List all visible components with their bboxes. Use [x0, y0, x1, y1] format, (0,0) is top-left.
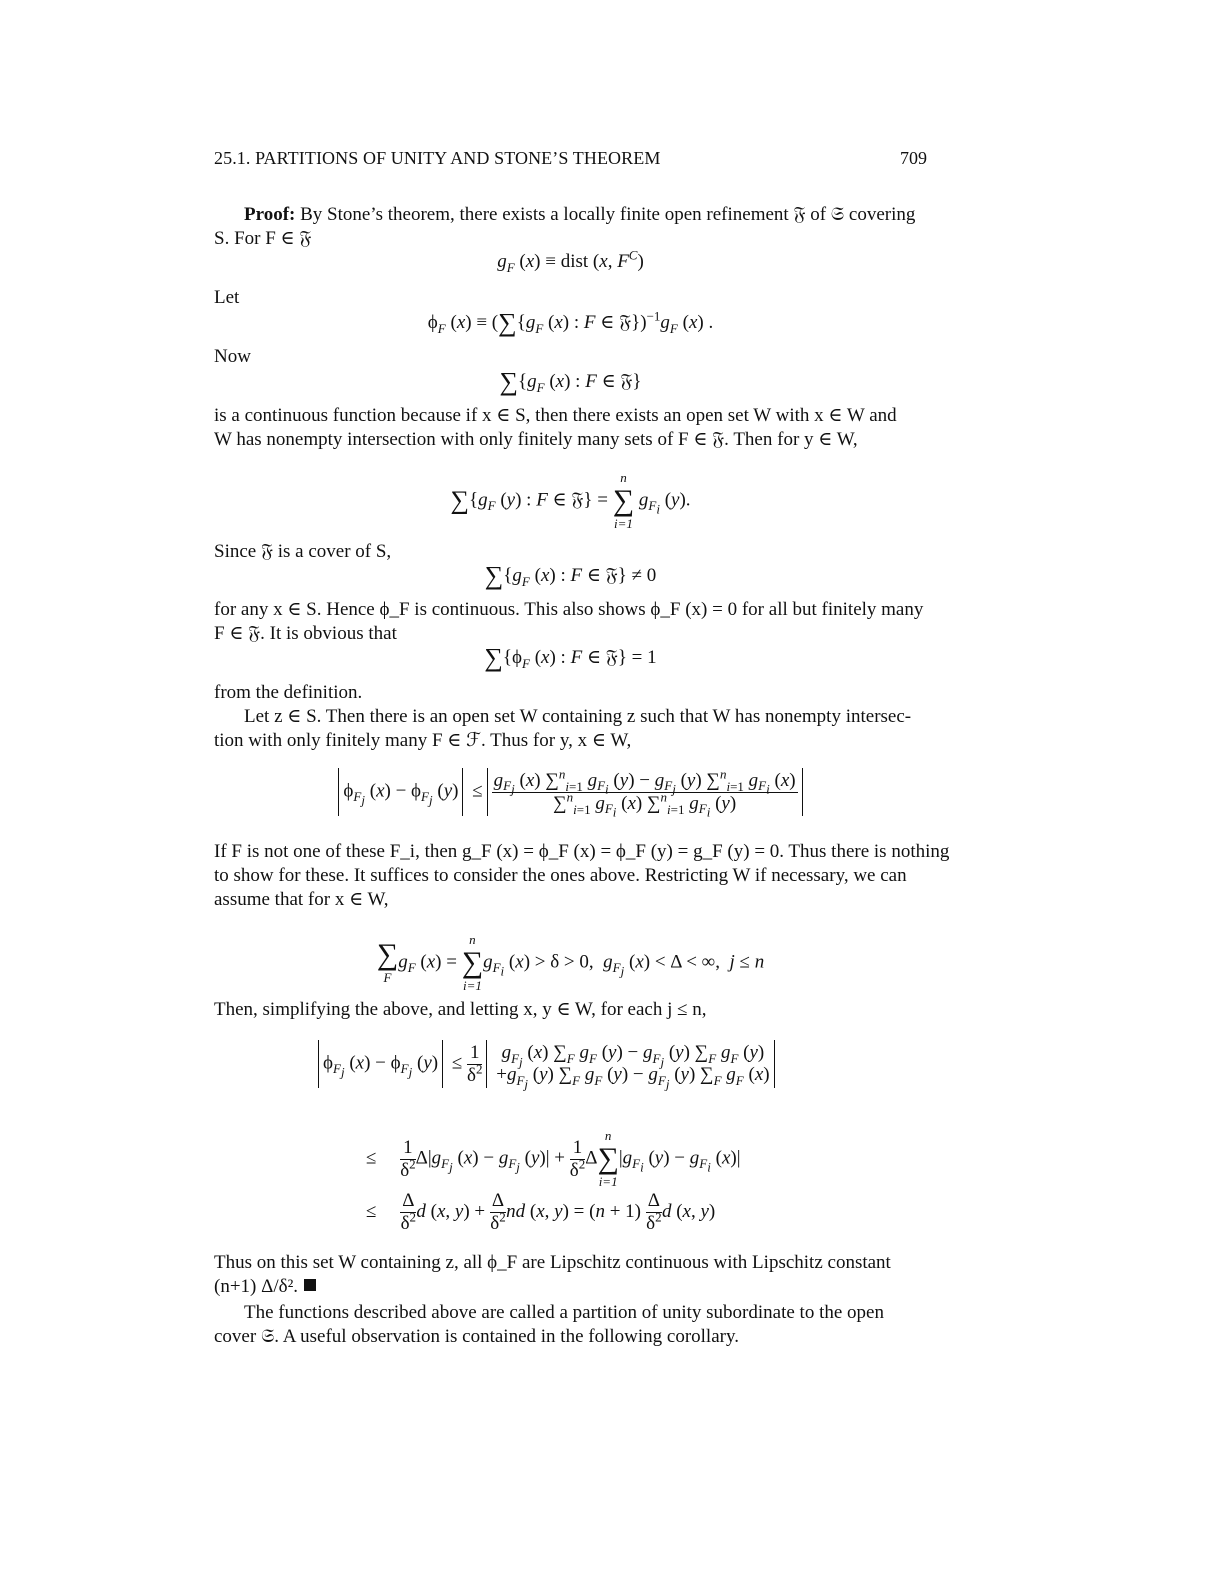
paragraph-hence-1: for any x ∈ S. Hence ϕ_F is continuous. This also shows ϕ_F (x) = 0 for all but finitely many	[214, 599, 924, 620]
equation-sum-g: $\sum\{g_F$ (x) : F ∈ 𝔉}	[499, 367, 642, 396]
proof-label: Proof:	[244, 204, 296, 225]
equation-bounds: ∑ F $g_F$ (x) = n ∑ i=1 $g_{F_i}$ (x) > δ > 0, $g_{F_j}$ (x) < Δ < ∞, j ≤ n	[376, 932, 765, 993]
proof-line-1	[214, 203, 927, 227]
equation-finite-sum: $\sum\{g_F$ (y) : F ∈ 𝔉} = n ∑ i=1 $g_{F_i}$ (y).	[450, 470, 691, 531]
paragraph-simplifying: Then, simplifying the above, and letting x, y ∈ W, for each j ≤ n,	[214, 999, 707, 1020]
document-page	[214, 0, 950, 1584]
paragraph-partition-1: The functions described above are called a partition of unity subordinate to the open	[244, 1302, 884, 1323]
equation-phi-difference: $\phi_{F_j}$ $(x) - \phi_{F_j}$ (y) ≤ $\frac{g_{F_j} (x) \sum^n_{i=1} g_{F_i} (y) - g_{F_j} (y) \sum^n_{i=1} g_{F_i} (x)}{\sum^n_{i=1} g_{F_i} (x) \sum^n_{i=1} g_{F_i} (y)}$	[214, 768, 927, 816]
proof-text-1: By Stone’s theorem, there exists a locally finite open refinement 𝔉 of 𝔖 covering	[295, 204, 916, 225]
paragraph-partition-2: cover 𝔖. A useful observation is contained in the following corollary.	[214, 1326, 739, 1347]
equation-inequality-2: ≤ $\frac{1}{\delta^2}$ $\Delta|g_{F_j}$ $(x) - g_{F_j}$ (y)| + $\frac{1}{\delta^2}$ Δ n ∑ i=1 $|g_{F_i}$ $(y) - g_{F_i}$ (x)|	[366, 1128, 741, 1189]
from-definition-line: from the definition.	[214, 682, 363, 703]
page-number: 709	[900, 148, 927, 168]
equation-simplified: $\phi_{F_j}$ $(x) - \phi_{F_j}$ (y) ≤ $\frac{1}{\delta^2}$ $g_{F_j}$ (x) $\sum_F$ $g_F$ $(y) - g_{F_j}$ (y) $\sum_F$ $g_F$ (y) $+g_{F_j}$ (y) $\sum_F$ $g_F$ $(y) - g_{F_j}$ (y) $\sum_F$ $g_F$ (x)	[314, 1040, 779, 1088]
paragraph-lipschitz-2	[214, 1275, 927, 1299]
paragraph-not-one-2: to show for these. It suffices to consider the ones above. Restricting W if necessary, we can	[214, 865, 907, 886]
paragraph-not-one-1: If F is not one of these F_i, then g_F (x) = ϕ_F (x) = ϕ_F (y) = g_F (y) = 0. Thus there is nothing	[214, 841, 950, 862]
let-line: Let	[214, 287, 240, 308]
equation-inequality-3: ≤ $\frac{\Delta}{\delta^2}$ d (x, y) + $\frac{\Delta}{\delta^2}$ nd (x, y) = (n + 1) $\frac{\Delta}{\delta^2}$ d (x, y)	[366, 1190, 716, 1234]
paragraph-not-one-3: assume that for x ∈ W,	[214, 889, 389, 910]
lipschitz-constant: (n+1) Δ/δ².	[214, 1276, 299, 1297]
equation-nonzero: $\sum\{g_F$ (x) : F ∈ 𝔉} ≠ 0	[484, 561, 657, 590]
since-line: Since 𝔉 is a cover of S,	[214, 541, 392, 562]
paragraph-hence-2: F ∈ 𝔉. It is obvious that	[214, 623, 397, 644]
now-line: Now	[214, 346, 251, 367]
proof-line-2: S. For F ∈ 𝔉	[214, 228, 312, 249]
qed-square-icon	[304, 1279, 316, 1291]
paragraph-lipschitz-1: Thus on this set W containing z, all ϕ_F are Lipschitz continuous with Lipschitz constant	[214, 1252, 891, 1273]
paragraph-let-z-2: tion with only finitely many F ∈ ℱ. Thus for y, x ∈ W,	[214, 730, 632, 751]
paragraph-let-z-1: Let z ∈ S. Then there is an open set W containing z such that W has nonempty intersec-	[244, 706, 912, 727]
paragraph-continuity-2: W has nonempty intersection with only finitely many sets of F ∈ 𝔉. Then for y ∈ W,	[214, 429, 858, 450]
equation-sum-phi: $\sum\{\phi_F$ (x) : F ∈ 𝔉} = 1	[484, 643, 657, 672]
paragraph-continuity-1: is a continuous function because if x ∈ S, then there exists an open set W with x ∈ W and	[214, 405, 897, 426]
equation-phi-def: $\phi_F$ $(x) \equiv (\sum\{g_F$ (x) : F ∈ $𝔉\})^{-1}g_F$ (x) .	[427, 308, 714, 337]
section-title: 25.1. PARTITIONS OF UNITY AND STONE’S THEOREM	[214, 148, 661, 168]
equation-g-dist: $g_F$ (x) ≡ dist (x, $F^C$)	[497, 247, 644, 275]
